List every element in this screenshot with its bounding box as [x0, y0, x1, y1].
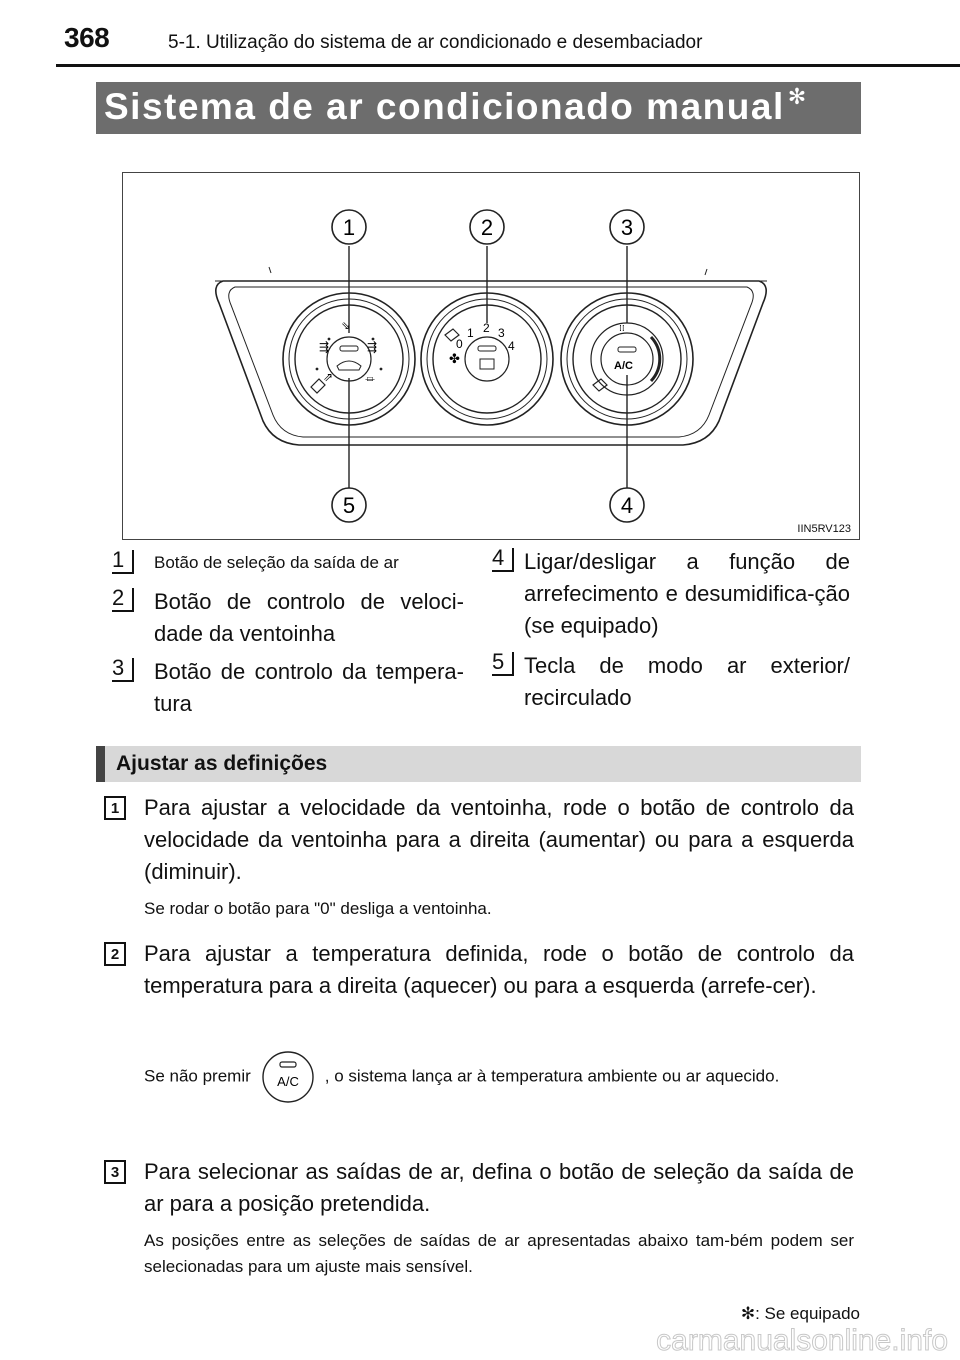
- step-3-note: As posições entre as seleções de saídas de ar apresentadas abaixo tam-bém podem ser selecionadas para um ajuste mais sensível.: [144, 1231, 854, 1276]
- subsection-bar-marker: [96, 746, 105, 782]
- panel-inner-outline: [229, 287, 754, 437]
- legend-text: Botão de seleção da saída de ar: [154, 553, 399, 572]
- subsection-title: Ajustar as definições: [116, 752, 328, 775]
- step-2-note-before: Se não premir: [144, 1066, 251, 1086]
- ac-button-label: A/C: [614, 360, 633, 372]
- callout-1: [332, 210, 366, 244]
- legend-number: 5: [492, 650, 514, 676]
- vent-floor-icon: ⇶: [367, 340, 378, 354]
- svg-text:3: 3: [620, 215, 634, 240]
- fan-speed-4: 4: [508, 339, 515, 353]
- fan-speed-0: 0: [456, 337, 463, 351]
- legend-text: Botão de controlo de veloci-dade da ventoinha: [154, 589, 464, 646]
- footnote-mark: ✻: [740, 1304, 756, 1323]
- temperature-scale: [651, 337, 660, 381]
- control-panel-figure: [122, 172, 860, 540]
- vent-face-icon: ⇶: [319, 340, 330, 354]
- section-heading: 5-1. Utilização do sistema de ar condicionado e desembaciador: [168, 32, 703, 53]
- legend-item-3: [112, 656, 464, 720]
- header-rule: [56, 64, 960, 67]
- step-number-3: 3: [104, 1160, 126, 1184]
- legend-item-4: [492, 546, 850, 642]
- page-number: 368: [64, 22, 110, 53]
- fan-icon: ✤: [449, 352, 460, 367]
- step-2-note: [144, 1050, 854, 1104]
- legend-text: Ligar/desligar a função de arrefecimento e desumidifica-ção (se equipado): [524, 549, 850, 638]
- knob-pointer: [593, 379, 607, 391]
- vent-floor-windshield-icon: ⇗: [323, 370, 334, 384]
- vent-bilevel-icon: ⇘: [341, 319, 351, 332]
- legend-number: 1: [112, 548, 134, 574]
- fan-speed-2: 2: [483, 321, 490, 335]
- callout-4: [610, 488, 644, 522]
- svg-text:5: 5: [342, 493, 356, 518]
- legend-text: Tecla de modo ar exterior/ recirculado: [524, 653, 850, 710]
- watermark-logo: [560, 1320, 950, 1358]
- page-title-text: Sistema de ar condicionado manual: [104, 86, 785, 127]
- legend-item-2: [112, 586, 464, 650]
- step-1-text: Para ajustar a velocidade da ventoinha, rode o botão de controlo da velocidade da ventoinha para a direita (aumentar) ou para a esquerda (diminuir).: [144, 795, 854, 884]
- step-2-text: Para ajustar a temperatura definida, rode o botão de controlo da temperatura para a direita (aquecer) ou para a esquerda (arrefe-cer).: [144, 941, 854, 998]
- temp-mark-icon: ⁞⁞: [619, 324, 625, 334]
- control-panel-illustration: [123, 173, 859, 539]
- step-number-1: 1: [104, 796, 126, 820]
- legend-number: 3: [112, 656, 134, 682]
- legend-item-1: [112, 548, 464, 576]
- ac-button-icon: [261, 1050, 315, 1104]
- callout-5: [332, 488, 366, 522]
- step-3-text: Para selecionar as saídas de ar, defina o botão de seleção da saída de ar para a posição pretendida.: [144, 1159, 854, 1216]
- step-2-note-after: , o sistema lança ar à temperatura ambiente ou ar aquecido.: [324, 1066, 780, 1086]
- step-number-2: 2: [104, 942, 126, 966]
- equipped-mark: ✻: [787, 84, 808, 109]
- figure-code: IIN5RV123: [797, 523, 851, 535]
- svg-text:2: 2: [480, 215, 494, 240]
- page-title: [104, 86, 808, 128]
- fan-speed-1: 1: [467, 326, 474, 340]
- svg-text:4: 4: [620, 493, 634, 518]
- svg-text:1: 1: [342, 215, 356, 240]
- defroster-icon: ⏛: [365, 375, 375, 386]
- step-1-note: Se rodar o botão para "0" desliga a ventoinha.: [144, 899, 492, 918]
- legend-number: 2: [112, 586, 134, 612]
- callout-2: [470, 210, 504, 244]
- legend-item-5: [492, 650, 850, 714]
- fan-speed-3: 3: [498, 326, 505, 340]
- ac-icon-label: A/C: [276, 1074, 299, 1089]
- footnote-text: : Se equipado: [755, 1304, 860, 1323]
- legend-text: Botão de controlo da tempera-tura: [154, 659, 464, 716]
- svg-text:carmanualsonline.info: carmanualsonline.info: [656, 1324, 948, 1357]
- legend-number: 4: [492, 546, 514, 572]
- callout-3: [610, 210, 644, 244]
